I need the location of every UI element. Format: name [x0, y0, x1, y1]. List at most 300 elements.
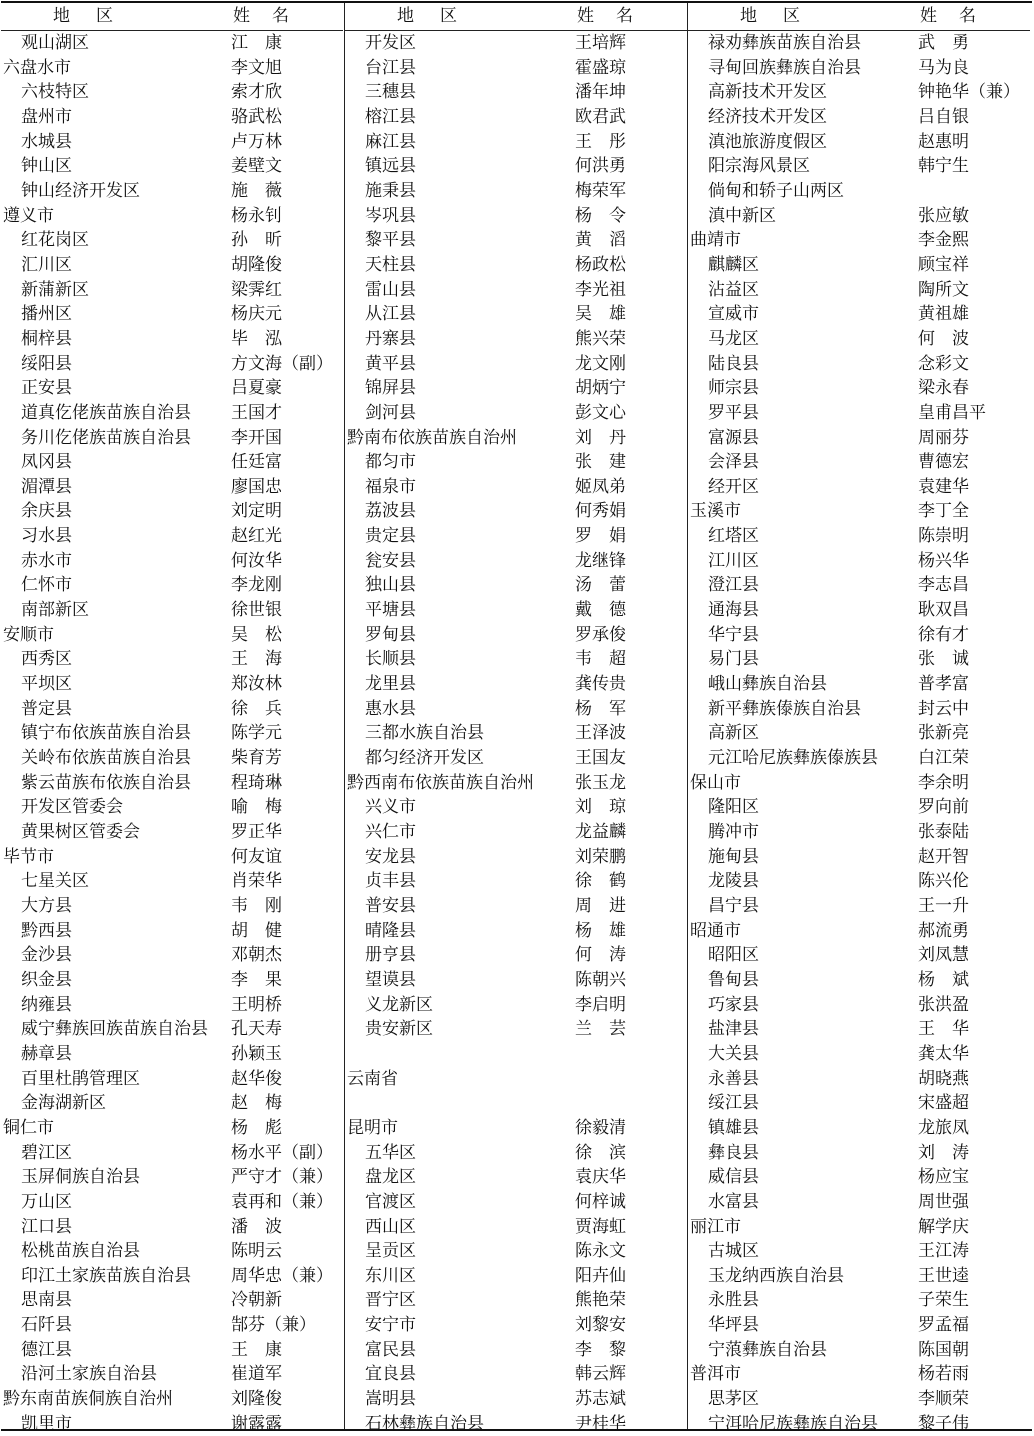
name-cell: 王培辉	[575, 33, 626, 53]
name-cell: 姜壁文	[231, 156, 282, 177]
table-row	[1, 1239, 343, 1264]
name-cell: 韦刚	[231, 895, 299, 916]
table-row	[1, 771, 343, 796]
region-cell: 玉溪市	[690, 501, 741, 522]
name-cell: 周华忠（兼）	[231, 1265, 333, 1286]
table-row	[345, 1239, 687, 1264]
region-cell: 钟山经济开发区	[21, 180, 140, 201]
region-cell: 富民县	[365, 1339, 416, 1360]
region-cell: 七星关区	[21, 871, 89, 892]
table-row	[688, 1067, 1030, 1092]
region-cell: 威信县	[708, 1167, 759, 1188]
region-cell: 水富县	[708, 1191, 759, 1212]
region-cell: 金沙县	[21, 945, 72, 966]
region-cell: 务川仡佬族苗族自治县	[21, 427, 191, 448]
table-row	[1, 919, 343, 944]
table-row	[1, 894, 343, 919]
table-row	[1, 746, 343, 771]
name-cell: 韩云辉	[575, 1364, 626, 1385]
table-row	[345, 1264, 687, 1289]
table-row	[688, 1017, 1030, 1042]
name-cell: 方文海（副）	[231, 353, 333, 374]
region-cell: 罗甸县	[365, 624, 416, 645]
table-row	[688, 130, 1030, 155]
table-row	[345, 1338, 687, 1363]
name-cell: 封云中	[918, 698, 969, 719]
region-cell: 保山市	[690, 772, 741, 793]
name-cell: 王泽波	[575, 723, 626, 744]
region-cell: 遵义市	[3, 205, 54, 226]
name-cell: 龙文刚	[575, 353, 626, 374]
region-cell: 习水县	[21, 526, 72, 547]
table-row	[345, 672, 687, 697]
name-cell: 钟艳华（兼）	[918, 82, 1020, 103]
region-cell: 道真仡佬族苗族自治县	[21, 402, 191, 423]
name-cell: 陶所文	[918, 279, 969, 300]
name-cell: 子荣生	[918, 1290, 969, 1311]
region-cell: 盘州市	[21, 106, 72, 127]
region-cell: 黄平县	[365, 353, 416, 374]
name-cell: 王彤	[575, 131, 643, 152]
region-cell: 安龙县	[365, 846, 416, 867]
table-row	[345, 1017, 687, 1042]
region-cell: 关岭布依族苗族自治县	[21, 748, 191, 769]
region-cell: 万山区	[21, 1191, 72, 1212]
table-row	[1, 623, 343, 648]
name-cell: 王海	[231, 649, 299, 670]
name-cell: 郝流勇	[918, 920, 969, 941]
region-cell: 呈贡区	[365, 1241, 416, 1262]
region-cell: 黔南布依族苗族自治州	[347, 427, 517, 448]
region-cell: 贵定县	[365, 526, 416, 547]
table-row	[688, 1338, 1030, 1363]
region-cell: 滇中新区	[708, 205, 776, 226]
name-cell: 龙益麟	[575, 822, 626, 842]
region-cell: 富源县	[708, 427, 759, 448]
name-cell: 黄滔	[575, 230, 643, 251]
name-cell: 严守才（兼）	[231, 1167, 333, 1188]
table-row	[688, 376, 1030, 401]
name-cell: 何波	[918, 328, 986, 349]
name-cell: 刘涛	[918, 1142, 986, 1163]
table-row	[345, 80, 687, 105]
region-cell: 观山湖区	[21, 33, 89, 53]
region-cell: 镇远县	[365, 156, 416, 177]
region-cell: 宁蒗彝族自治县	[708, 1339, 827, 1360]
table-row	[345, 1362, 687, 1387]
name-cell: 尹桂华	[575, 1413, 626, 1434]
region-cell: 红塔区	[708, 526, 759, 547]
name-cell: 潘年坤	[575, 82, 626, 103]
region-cell: 望谟县	[365, 969, 416, 990]
region-cell: 兴义市	[365, 797, 416, 818]
region-cell: 西秀区	[21, 649, 72, 670]
region-cell: 永胜县	[708, 1290, 759, 1311]
table-row	[345, 697, 687, 722]
name-cell: 罗正华	[231, 822, 282, 842]
region-cell: 雷山县	[365, 279, 416, 300]
name-cell: 李光祖	[575, 279, 626, 300]
name-cell: 胡隆俊	[231, 254, 282, 275]
table-row	[1, 1091, 343, 1116]
region-cell: 普安县	[365, 895, 416, 916]
name-cell: 谢露露	[231, 1413, 282, 1434]
header-name: 姓名	[577, 6, 655, 26]
name-cell: 杨斌	[918, 969, 986, 990]
region-cell: 云南省	[347, 1068, 398, 1089]
region-cell: 龙陵县	[708, 871, 759, 892]
region-cell: 丹寨县	[365, 328, 416, 349]
name-cell: 徐鹤	[575, 871, 643, 892]
name-cell: 陈朝兴	[575, 969, 626, 990]
table-row	[345, 524, 687, 549]
table-row	[345, 623, 687, 648]
region-cell: 凤冈县	[21, 452, 72, 473]
name-cell: 杨应宝	[918, 1167, 969, 1188]
region-cell: 大方县	[21, 895, 72, 916]
region-cell: 黄果树区管委会	[21, 822, 140, 842]
name-cell: 龚太华	[918, 1043, 969, 1064]
table-row	[1, 1387, 343, 1412]
region-cell: 从江县	[365, 304, 416, 325]
table-body	[1, 31, 343, 1436]
table-row	[1, 1190, 343, 1215]
table-row	[688, 1387, 1030, 1412]
region-cell: 沿河土家族自治县	[21, 1364, 157, 1385]
region-cell: 义龙新区	[365, 994, 433, 1015]
table-row	[1, 105, 343, 130]
region-cell: 新平彝族傣族自治县	[708, 698, 861, 719]
region-cell: 高新区	[708, 723, 759, 744]
table-row	[688, 1215, 1030, 1240]
table-row	[345, 968, 687, 993]
region-cell: 华宁县	[708, 624, 759, 645]
region-cell: 施秉县	[365, 180, 416, 201]
name-cell: 罗孟福	[918, 1315, 969, 1336]
table-row	[688, 672, 1030, 697]
name-cell: 杨兴华	[918, 550, 969, 571]
region-cell: 盘龙区	[365, 1167, 416, 1188]
region-cell: 开发区管委会	[21, 797, 123, 818]
region-cell: 普定县	[21, 698, 72, 719]
table-row	[1, 130, 343, 155]
table-row	[688, 1239, 1030, 1264]
region-cell: 岑巩县	[365, 205, 416, 226]
region-cell: 思南县	[21, 1290, 72, 1311]
table-row	[688, 1264, 1030, 1289]
region-cell: 江口县	[21, 1216, 72, 1237]
region-cell: 仁怀市	[21, 575, 72, 596]
region-cell: 晋宁区	[365, 1290, 416, 1311]
region-cell: 马龙区	[708, 328, 759, 349]
region-cell: 福泉市	[365, 476, 416, 497]
table-row	[345, 450, 687, 475]
table-row	[1, 204, 343, 229]
directory-table	[1, 1, 1032, 1434]
name-cell: 普孝富	[918, 674, 969, 695]
name-cell: 李金熙	[918, 230, 969, 251]
table-row	[345, 1067, 687, 1092]
name-cell: 阳卉仙	[575, 1265, 626, 1286]
region-cell: 剑河县	[365, 402, 416, 423]
table-row	[1, 179, 343, 204]
name-cell: 邓朝杰	[231, 945, 282, 966]
table-row	[1, 968, 343, 993]
name-cell: 刘黎安	[575, 1315, 626, 1336]
name-cell: 陈明云	[231, 1241, 282, 1262]
table-row	[688, 993, 1030, 1018]
table-row	[1, 401, 343, 426]
table-row	[1, 820, 343, 845]
table-row	[345, 820, 687, 845]
name-cell: 何秀娟	[575, 501, 626, 522]
name-cell: 李龙刚	[231, 575, 282, 596]
region-cell: 阳宗海风景区	[708, 156, 810, 177]
region-cell: 台江县	[365, 57, 416, 78]
name-cell: 兰芸	[575, 1019, 643, 1040]
name-cell: 黄祖雄	[918, 304, 969, 325]
table-row	[1, 499, 343, 524]
table-row	[345, 1190, 687, 1215]
table-row	[688, 524, 1030, 549]
table-row	[345, 573, 687, 598]
region-cell: 麻江县	[365, 131, 416, 152]
table-row	[688, 845, 1030, 870]
name-cell: 杨雄	[575, 920, 643, 941]
name-cell: 戴德	[575, 600, 643, 621]
region-cell: 镇雄县	[708, 1117, 759, 1138]
name-cell: 柴育芳	[231, 748, 282, 769]
region-cell: 高新技术开发区	[708, 82, 827, 103]
table-row	[345, 894, 687, 919]
table-row	[688, 401, 1030, 426]
table-row	[688, 204, 1030, 229]
name-cell: 周进	[575, 895, 643, 916]
table-row	[345, 1165, 687, 1190]
name-cell: 杨永钊	[231, 205, 282, 226]
table-row	[345, 228, 687, 253]
region-cell: 东川区	[365, 1265, 416, 1286]
table-row	[1, 721, 343, 746]
table-row	[688, 56, 1030, 81]
name-cell: 耿双昌	[918, 600, 969, 621]
region-cell: 峨山彝族自治县	[708, 674, 827, 695]
table-row	[1, 1042, 343, 1067]
region-cell: 六盘水市	[3, 57, 71, 78]
name-cell: 王国友	[575, 748, 626, 769]
table-row	[345, 598, 687, 623]
table-row	[345, 943, 687, 968]
table-row	[345, 475, 687, 500]
table-row	[345, 1288, 687, 1313]
name-cell: 王华	[918, 1019, 986, 1040]
region-cell: 碧江区	[21, 1142, 72, 1163]
table-column-1	[1, 3, 343, 1434]
name-cell: 徐毅清	[575, 1117, 626, 1138]
name-cell: 顾宝祥	[918, 254, 969, 275]
region-cell: 都匀市	[365, 452, 416, 473]
name-cell: 毕泓	[231, 328, 299, 349]
name-cell: 曹德宏	[918, 452, 969, 473]
table-row	[345, 919, 687, 944]
region-cell: 宣威市	[708, 304, 759, 325]
region-cell: 德江县	[21, 1339, 72, 1360]
name-cell: 肖荣华	[231, 871, 282, 892]
name-cell: 马为良	[918, 57, 969, 78]
table-row	[1, 352, 343, 377]
table-row	[1, 1116, 343, 1141]
table-row	[688, 1190, 1030, 1215]
name-cell: 杨令	[575, 205, 643, 226]
table-row	[345, 771, 687, 796]
name-cell: 王一升	[918, 895, 969, 916]
region-cell: 金海湖新区	[21, 1093, 106, 1114]
table-row	[688, 499, 1030, 524]
table-row	[688, 179, 1030, 204]
table-row	[688, 278, 1030, 303]
table-row	[345, 352, 687, 377]
name-cell: 宋盛超	[918, 1093, 969, 1114]
name-cell: 李丁全	[918, 501, 969, 522]
table-row	[345, 278, 687, 303]
name-cell: 郜芬（兼）	[231, 1315, 316, 1336]
region-cell: 鲁甸县	[708, 969, 759, 990]
name-cell: 王康	[231, 1339, 299, 1360]
table-row	[345, 253, 687, 278]
region-cell: 开发区	[365, 33, 416, 53]
table-row	[1, 1067, 343, 1092]
name-cell: 孙颖玉	[231, 1043, 282, 1064]
name-cell: 何涛	[575, 945, 643, 966]
table-row	[688, 253, 1030, 278]
table-row	[688, 1091, 1030, 1116]
table-row	[688, 820, 1030, 845]
region-cell: 安宁市	[365, 1315, 416, 1336]
name-cell: 孔天寿	[231, 1019, 282, 1040]
table-row	[688, 598, 1030, 623]
table-row	[1, 845, 343, 870]
table-row	[345, 869, 687, 894]
region-cell: 湄潭县	[21, 476, 72, 497]
name-cell: 罗娟	[575, 526, 643, 547]
region-cell: 贞丰县	[365, 871, 416, 892]
table-row	[1, 253, 343, 278]
name-cell: 杨水平（副）	[231, 1142, 333, 1163]
table-row	[345, 204, 687, 229]
name-cell: 李志昌	[918, 575, 969, 596]
region-cell: 松桃苗族自治县	[21, 1241, 140, 1262]
region-cell: 西山区	[365, 1216, 416, 1237]
region-cell: 毕节市	[3, 846, 54, 867]
name-cell: 喻梅	[231, 797, 299, 818]
name-cell: 周世强	[918, 1191, 969, 1212]
name-cell: 赵梅	[231, 1093, 299, 1114]
table-row	[688, 647, 1030, 672]
header-region: 地区	[53, 6, 139, 26]
table-row	[345, 1412, 687, 1436]
name-cell: 廖国忠	[231, 476, 282, 497]
name-cell: 吴松	[231, 624, 299, 645]
name-cell: 罗向前	[918, 797, 969, 818]
region-cell: 师宗县	[708, 378, 759, 399]
name-cell: 龙继锋	[575, 550, 626, 571]
region-cell: 通海县	[708, 600, 759, 621]
name-cell: 何洪勇	[575, 156, 626, 177]
table-row	[345, 426, 687, 451]
table-row	[688, 228, 1030, 253]
name-cell: 陈兴伦	[918, 871, 969, 892]
region-cell: 石阡县	[21, 1315, 72, 1336]
table-row	[1, 1313, 343, 1338]
region-cell: 盐津县	[708, 1019, 759, 1040]
region-cell: 昌宁县	[708, 895, 759, 916]
name-cell: 黎子伟	[918, 1413, 969, 1434]
region-cell: 倘甸和轿子山两区	[708, 180, 844, 201]
region-cell: 钟山区	[21, 156, 72, 177]
region-cell: 黔东南苗族侗族自治州	[3, 1389, 173, 1410]
table-row	[1, 80, 343, 105]
name-cell: 张新亮	[918, 723, 969, 744]
region-cell: 元江哈尼族彝族傣族县	[708, 748, 878, 769]
column-header	[345, 3, 687, 31]
table-row	[1, 56, 343, 81]
region-cell: 宁洱哈尼族彝族自治县	[708, 1413, 878, 1434]
table-column-3	[687, 3, 1030, 1434]
table-row	[345, 179, 687, 204]
table-row	[688, 919, 1030, 944]
table-row	[1, 1017, 343, 1042]
table-row	[688, 795, 1030, 820]
table-row	[688, 1288, 1030, 1313]
table-row	[1, 1288, 343, 1313]
column-header	[1, 3, 343, 31]
table-row	[345, 993, 687, 1018]
table-row	[1, 376, 343, 401]
name-cell: 何梓诚	[575, 1191, 626, 1212]
name-cell: 赵开智	[918, 846, 969, 867]
name-cell: 贾海虹	[575, 1216, 626, 1237]
name-cell: 刘荣鹏	[575, 846, 626, 867]
region-cell: 榕江县	[365, 106, 416, 127]
region-cell: 镇宁布依族苗族自治县	[21, 723, 191, 744]
table-row	[1, 426, 343, 451]
region-cell: 播州区	[21, 304, 72, 325]
region-cell: 印江土家族苗族自治县	[21, 1265, 191, 1286]
table-row	[688, 869, 1030, 894]
table-row	[345, 1141, 687, 1166]
region-cell: 兴仁市	[365, 822, 416, 842]
region-cell: 汇川区	[21, 254, 72, 275]
column-header	[688, 3, 1030, 31]
table-row	[1, 278, 343, 303]
name-cell: 卢万林	[231, 131, 282, 152]
table-row	[345, 647, 687, 672]
table-row	[688, 302, 1030, 327]
region-cell: 纳雍县	[21, 994, 72, 1015]
region-cell: 龙里县	[365, 674, 416, 695]
table-row	[345, 105, 687, 130]
region-cell: 绥江县	[708, 1093, 759, 1114]
name-cell: 徐滨	[575, 1142, 643, 1163]
table-row	[688, 352, 1030, 377]
name-cell: 郑汝林	[231, 674, 282, 695]
table-row	[1, 524, 343, 549]
name-cell: 索才欣	[231, 82, 282, 103]
region-cell: 晴隆县	[365, 920, 416, 941]
name-cell: 陈永文	[575, 1241, 626, 1262]
region-cell: 罗平县	[708, 402, 759, 423]
table-row	[345, 56, 687, 81]
